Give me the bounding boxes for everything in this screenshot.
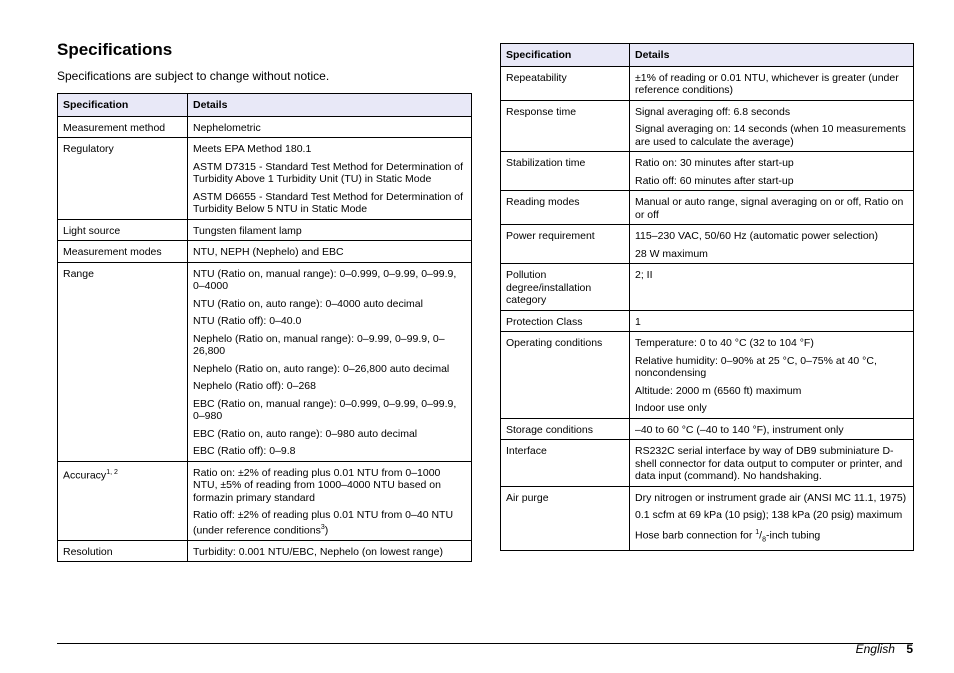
spec-label: Operating conditions [506, 337, 603, 349]
column-header-specification: Specification [58, 94, 188, 117]
detail-line: ASTM D7315 - Standard Test Method for Determination of Turbidity Above 1 Turbidity Unit (TU) in Static Mode [193, 160, 464, 185]
spec-label: Measurement method [63, 121, 166, 134]
spec-label: Accuracy [63, 469, 107, 481]
detail-text-end: -inch tubing [765, 529, 821, 541]
detail-text: Hose barb connection for [635, 529, 756, 541]
details-cell [188, 138, 472, 220]
table-row [501, 100, 914, 152]
details-cell [630, 440, 914, 487]
page-title: Specifications [57, 40, 173, 59]
spec-cell [501, 152, 630, 191]
table-header-row [58, 94, 472, 117]
details-cell [630, 66, 914, 100]
details-cell [188, 241, 472, 263]
spec-cell [58, 540, 188, 562]
spec-label: Repeatability [506, 71, 567, 84]
spec-label: Light source [63, 224, 121, 237]
footer-language: English [855, 642, 895, 656]
details-cell [630, 100, 914, 152]
superscript: 3 [320, 523, 325, 531]
fraction-slash: / [759, 529, 763, 541]
spec-label: Regulatory [63, 143, 114, 155]
table-row [501, 264, 914, 311]
table-row [501, 440, 914, 487]
detail-line: 0.1 scfm at 69 kPa (10 psig); 138 kPa (20 psig) maximum [635, 509, 903, 521]
table-row [501, 418, 914, 440]
detail-line: Temperature: 0 to 40 °C (32 to 104 °F) [635, 337, 814, 349]
spec-cell [501, 264, 630, 311]
details-cell [630, 191, 914, 225]
details-cell [630, 310, 914, 332]
footnote-ref: 1, 2 [106, 468, 118, 476]
details-cell [188, 116, 472, 138]
footer-divider [57, 643, 913, 644]
spec-cell [501, 191, 630, 225]
detail-line: ±1% of reading or 0.01 NTU, whichever is greater (under reference conditions) [635, 71, 899, 96]
spec-cell [58, 219, 188, 241]
spec-label: Power requirement [506, 230, 595, 242]
details-cell [630, 486, 914, 550]
detail-line: EBC (Ratio on, manual range): 0–0.999, 0–9.99, 0–99.9, 0–980 [193, 397, 457, 422]
table-row [501, 486, 914, 550]
spec-cell [501, 418, 630, 440]
spec-label: Response time [506, 105, 577, 118]
specifications-table-left [57, 93, 472, 562]
detail-line: Altitude: 2000 m (6560 ft) maximum [635, 384, 802, 397]
detail-line: NTU (Ratio on, auto range): 0–4000 auto decimal [193, 297, 423, 310]
spec-cell [58, 138, 188, 220]
detail-line: Tungsten filament lamp [193, 224, 302, 237]
superscript: 1 [755, 528, 760, 536]
spec-label: Pollution degree/installation category [506, 269, 592, 306]
detail-line: 28 W maximum [635, 247, 708, 260]
details-cell [188, 219, 472, 241]
spec-label: Measurement modes [63, 246, 162, 258]
spec-label: Protection Class [506, 315, 583, 328]
table-row [58, 262, 472, 461]
spec-cell [501, 225, 630, 264]
table-header-row [501, 44, 914, 67]
table-row [501, 191, 914, 225]
spec-label: Air purge [506, 491, 549, 504]
spec-cell [58, 116, 188, 138]
spec-cell [501, 100, 630, 152]
page-number: 5 [906, 642, 913, 656]
table-row [58, 241, 472, 263]
detail-line: Turbidity: 0.001 NTU/EBC, Nephelo (on lowest range) [193, 545, 443, 558]
detail-text-end: ) [324, 524, 329, 536]
column-header-details: Details [188, 94, 472, 117]
detail-line: Signal averaging on: 14 seconds (when 10 measurements are used to calculate the average) [635, 123, 906, 148]
details-cell [630, 332, 914, 419]
detail-line: EBC (Ratio off): 0–9.8 [193, 445, 296, 457]
spec-cell [501, 486, 630, 550]
table-row [58, 461, 472, 540]
detail-line: Signal averaging off: 6.8 seconds [635, 105, 791, 118]
detail-line: Ratio off: 60 minutes after start-up [635, 174, 794, 187]
spec-cell [58, 461, 188, 540]
detail-line: Indoor use only [635, 402, 707, 414]
detail-line: NTU (Ratio on, manual range): 0–0.999, 0–9.99, 0–99.9, 0–4000 [193, 267, 457, 292]
detail-line: Nephelo (Ratio on, manual range): 0–9.99, 0–99.9, 0–26,800 [193, 332, 445, 357]
detail-line: 1 [635, 315, 641, 328]
detail-line: NTU (Ratio off): 0–40.0 [193, 315, 302, 327]
spec-cell [501, 440, 630, 487]
page-subtitle: Specifications are subject to change without notice. [57, 69, 330, 83]
detail-line: 2; II [635, 269, 653, 281]
spec-cell [58, 262, 188, 461]
spec-label: Range [63, 267, 94, 280]
detail-line: Meets EPA Method 180.1 [193, 143, 312, 155]
spec-cell [58, 241, 188, 263]
table-row [501, 66, 914, 100]
detail-line [193, 509, 466, 537]
detail-line: –40 to 60 °C (–40 to 140 °F), instrument only [635, 423, 844, 436]
spec-cell [501, 66, 630, 100]
detail-line: Ratio on: 30 minutes after start-up [635, 157, 794, 169]
table-row [58, 219, 472, 241]
page-footer [856, 642, 913, 656]
spec-cell [501, 332, 630, 419]
specifications-table-right [500, 43, 914, 551]
detail-line: Relative humidity: 0–90% at 25 °C, 0–75% at 40 °C, noncondensing [635, 354, 877, 379]
details-cell [630, 152, 914, 191]
details-cell [188, 540, 472, 562]
table-row [501, 152, 914, 191]
details-cell [188, 461, 472, 540]
spec-label: Storage conditions [506, 423, 593, 436]
details-cell [188, 262, 472, 461]
table-row [58, 138, 472, 220]
details-cell [630, 418, 914, 440]
detail-line: Dry nitrogen or instrument grade air (ANSI MC 11.1, 1975) [635, 491, 907, 504]
subscript: 8 [762, 536, 766, 544]
spec-label: Reading modes [506, 196, 580, 208]
detail-line [635, 527, 908, 547]
detail-line: Manual or auto range, signal averaging on or off, Ratio on or off [635, 196, 904, 221]
table-row [501, 310, 914, 332]
table-row [501, 225, 914, 264]
column-header-specification: Specification [501, 44, 630, 67]
detail-line: Nephelo (Ratio off): 0–268 [193, 380, 316, 392]
detail-line: Nephelo (Ratio on, auto range): 0–26,800 auto decimal [193, 362, 450, 375]
table-row [501, 332, 914, 419]
detail-line: Nephelometric [193, 121, 261, 134]
detail-line: NTU, NEPH (Nephelo) and EBC [193, 246, 344, 258]
details-cell [630, 225, 914, 264]
detail-line: RS232C serial interface by way of DB9 subminiature D-shell connector for data output to computer or printer, and data input (command). No handshaking. [635, 445, 903, 482]
detail-text: Ratio off: ±2% of reading plus 0.01 NTU from 0–40 NTU (under reference conditions [193, 509, 454, 536]
column-header-details: Details [630, 44, 914, 67]
spec-cell [501, 310, 630, 332]
details-cell [630, 264, 914, 311]
detail-line: Ratio on: ±2% of reading plus 0.01 NTU from 0–1000 NTU, ±5% of reading from 1000–4000 NTU based on formazin primary standard [193, 466, 441, 504]
spec-label: Resolution [63, 545, 113, 558]
table-row [58, 540, 472, 562]
detail-line: 115–230 VAC, 50/60 Hz (automatic power selection) [635, 230, 878, 242]
detail-line: EBC (Ratio on, auto range): 0–980 auto decimal [193, 427, 418, 440]
spec-label: Interface [506, 445, 547, 457]
detail-line: ASTM D6655 - Standard Test Method for Determination of Turbidity Below 5 NTU in Static Mode [193, 190, 464, 215]
spec-label: Stabilization time [506, 157, 586, 169]
table-row [58, 116, 472, 138]
